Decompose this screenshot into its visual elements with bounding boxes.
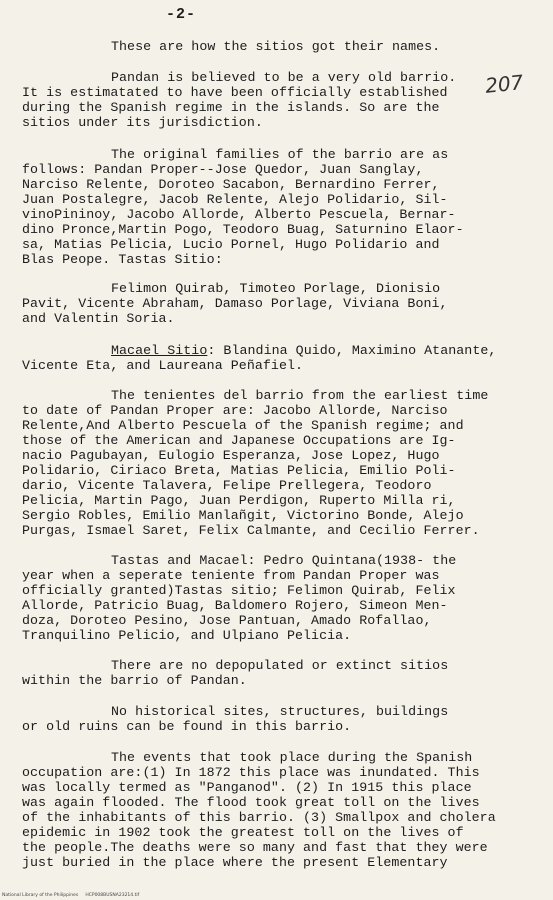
p6-line: doza, Doroteo Pesino, Jose Pantuan, Amado Rofallao, [22, 613, 432, 628]
p1-line: Pandan is believed to be a very old barrio. [111, 70, 457, 85]
p5-line: The tenientes del barrio from the earliest time [111, 388, 489, 403]
p4-line [111, 343, 496, 358]
p1-line: during the Spanish regime in the islands. So are the [22, 100, 440, 115]
p9-line: of the inhabitants of this barrio. (3) Smallpox and cholera [22, 810, 496, 825]
p6-line: year when a seperate teniente from Pandan Proper was [22, 568, 440, 583]
p3-line: Felimon Quirab, Timoteo Porlage, Dionisio [111, 281, 441, 296]
p5-line: to date of Pandan Proper are: Jacobo Allorde, Narciso [22, 403, 448, 418]
p2-line: Narciso Relente, Doroteo Sacabon, Bernardino Ferrer, [22, 177, 440, 192]
p2-line: Blas Peope. Tastas Sitio: [22, 252, 223, 267]
p2-line: dino Pronce,Martin Pogo, Teodoro Buag, Saturnino Elaor- [22, 222, 464, 237]
p5-line: dario, Vicente Talavera, Felipe Prellegera, Teodoro [22, 478, 432, 493]
p2-line: follows: Pandan Proper--Jose Quedor, Juan Sanglay, [22, 162, 424, 177]
scan-footer: National Library of the Philippines HCP008BUSNA23214.tif [2, 893, 140, 898]
p9-line: was again flooded. The flood took great toll on the lives [22, 795, 480, 810]
p9-line: was locally termed as "Panganod". (2) In 1915 this place [22, 780, 472, 795]
p4-line-rest: : Blandina Quido, Maximino Atanante, [207, 343, 497, 358]
p6-line: Tastas and Macael: Pedro Quintana(1938- the [111, 553, 457, 568]
p8-line: No historical sites, structures, buildings [111, 704, 449, 719]
p6-line: officially granted)Tastas sitio; Felimon Quirab, Felix [22, 583, 456, 598]
p3-line: Pavit, Vicente Abraham, Damaso Porlage, Viviana Boni, [22, 296, 448, 311]
p3-line: and Valentin Soria. [22, 311, 175, 326]
p5-line: nacio Pagubayan, Eulogio Esperanza, Jose Lopez, Hugo [22, 448, 440, 463]
p2-line: Juan Postalegre, Jacob Relente, Alejo Polidario, Sil- [22, 192, 448, 207]
macael-sitio-heading: Macael Sitio [111, 343, 208, 358]
p7-line: within the barrio of Pandan. [22, 673, 247, 688]
p6-line: Allorde, Patricio Buag, Baldomero Rojero, Simeon Men- [22, 598, 448, 613]
p4-line: Vicente Eta, and Laureana Peñafiel. [22, 358, 304, 373]
p7-line: There are no depopulated or extinct sitios [111, 658, 449, 673]
p6-line: Tranquilino Pelicio, and Ulpiano Pelicia. [22, 628, 352, 643]
p5-line: Purgas, Ismael Saret, Felix Calmante, and Cecilio Ferrer. [22, 523, 480, 538]
intro-line: These are how the sitios got their names. [111, 39, 441, 54]
p9-line: occupation are:(1) In 1872 this place was inundated. This [22, 765, 480, 780]
handwritten-page-annotation: 207 [484, 70, 525, 98]
p9-line: the people.The deaths were so many and fast that they were [22, 840, 488, 855]
p9-line: epidemic in 1902 took the greatest toll on the lives of [22, 825, 464, 840]
p2-line: sa, Matias Pelicia, Lucio Pornel, Hugo Polidario and [22, 237, 440, 252]
p1-line: sitios under its jurisdiction. [22, 115, 263, 130]
p5-line: Sergio Robles, Emilio Manlañgit, Victorino Bonde, Alejo [22, 508, 464, 523]
p5-line: those of the American and Japanese Occupations are Ig- [22, 433, 456, 448]
p2-line: vinoPininoy, Jacobo Allorde, Alberto Pescuela, Bernar- [22, 207, 456, 222]
p5-line: Relente,And Alberto Pescuela of the Spanish regime; and [22, 418, 464, 433]
p2-line: The original families of the barrio are as [111, 147, 449, 162]
p9-line: The events that took place during the Spanish [111, 750, 473, 765]
p8-line: or old ruins can be found in this barrio. [22, 719, 352, 734]
p9-line: just buried in the place where the present Elementary [22, 855, 448, 870]
page-number: -2- [166, 6, 197, 23]
p5-line: Pelicia, Martin Pago, Juan Perdigon, Ruperto Milla ri, [22, 493, 456, 508]
p5-line: Polidario, Ciriaco Breta, Matias Pelicia, Emilio Poli- [22, 463, 456, 478]
p1-line: It is estimatated to have been officially established [22, 85, 448, 100]
